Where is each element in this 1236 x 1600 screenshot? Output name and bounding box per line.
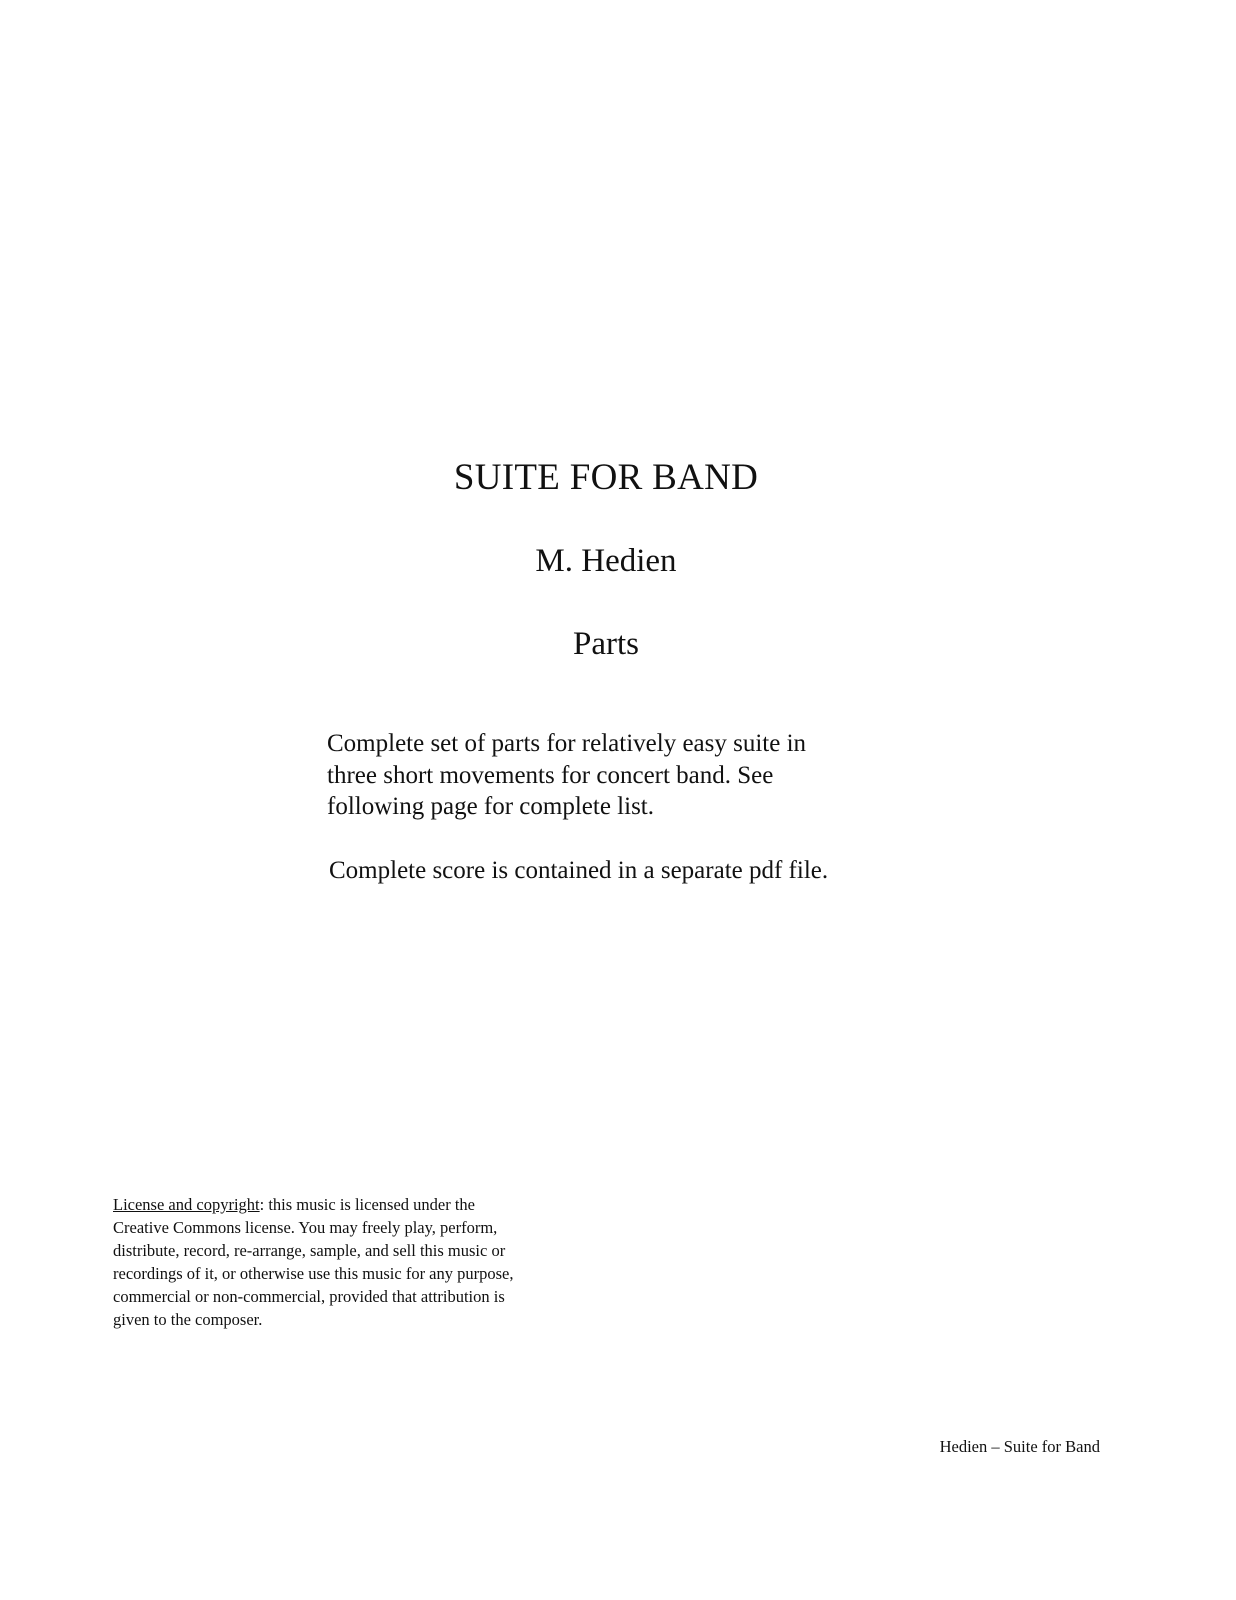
document-title: SUITE FOR BAND bbox=[453, 457, 759, 498]
description-line: three short movements for concert band. See bbox=[327, 761, 774, 789]
license-line: commercial or non-commercial, provided that attribution is bbox=[113, 1287, 505, 1306]
license-line: given to the composer. bbox=[113, 1310, 263, 1329]
license-line: distribute, record, re-arrange, sample, and sell this music or bbox=[113, 1241, 506, 1260]
document-subtitle: Parts bbox=[573, 626, 639, 662]
license-first-line bbox=[113, 1193, 593, 1216]
license-first-line-text: : this music is licensed under the bbox=[259, 1195, 476, 1214]
description-line: following page for complete list. bbox=[327, 793, 655, 820]
page-footer: Hedien – Suite for Band bbox=[939, 1437, 1100, 1456]
score-note: Complete score is contained in a separate pdf file. bbox=[329, 857, 829, 884]
description-line: Complete set of parts for relatively easy suite in bbox=[327, 730, 807, 757]
license-paragraph bbox=[113, 1193, 593, 1331]
description-paragraph bbox=[327, 728, 887, 823]
composer-name: M. Hedien bbox=[535, 543, 677, 579]
license-line: recordings of it, or otherwise use this music for any purpose, bbox=[113, 1264, 514, 1283]
license-heading: License and copyright bbox=[113, 1195, 260, 1214]
license-line: Creative Commons license. You may freely play, perform, bbox=[113, 1218, 498, 1237]
